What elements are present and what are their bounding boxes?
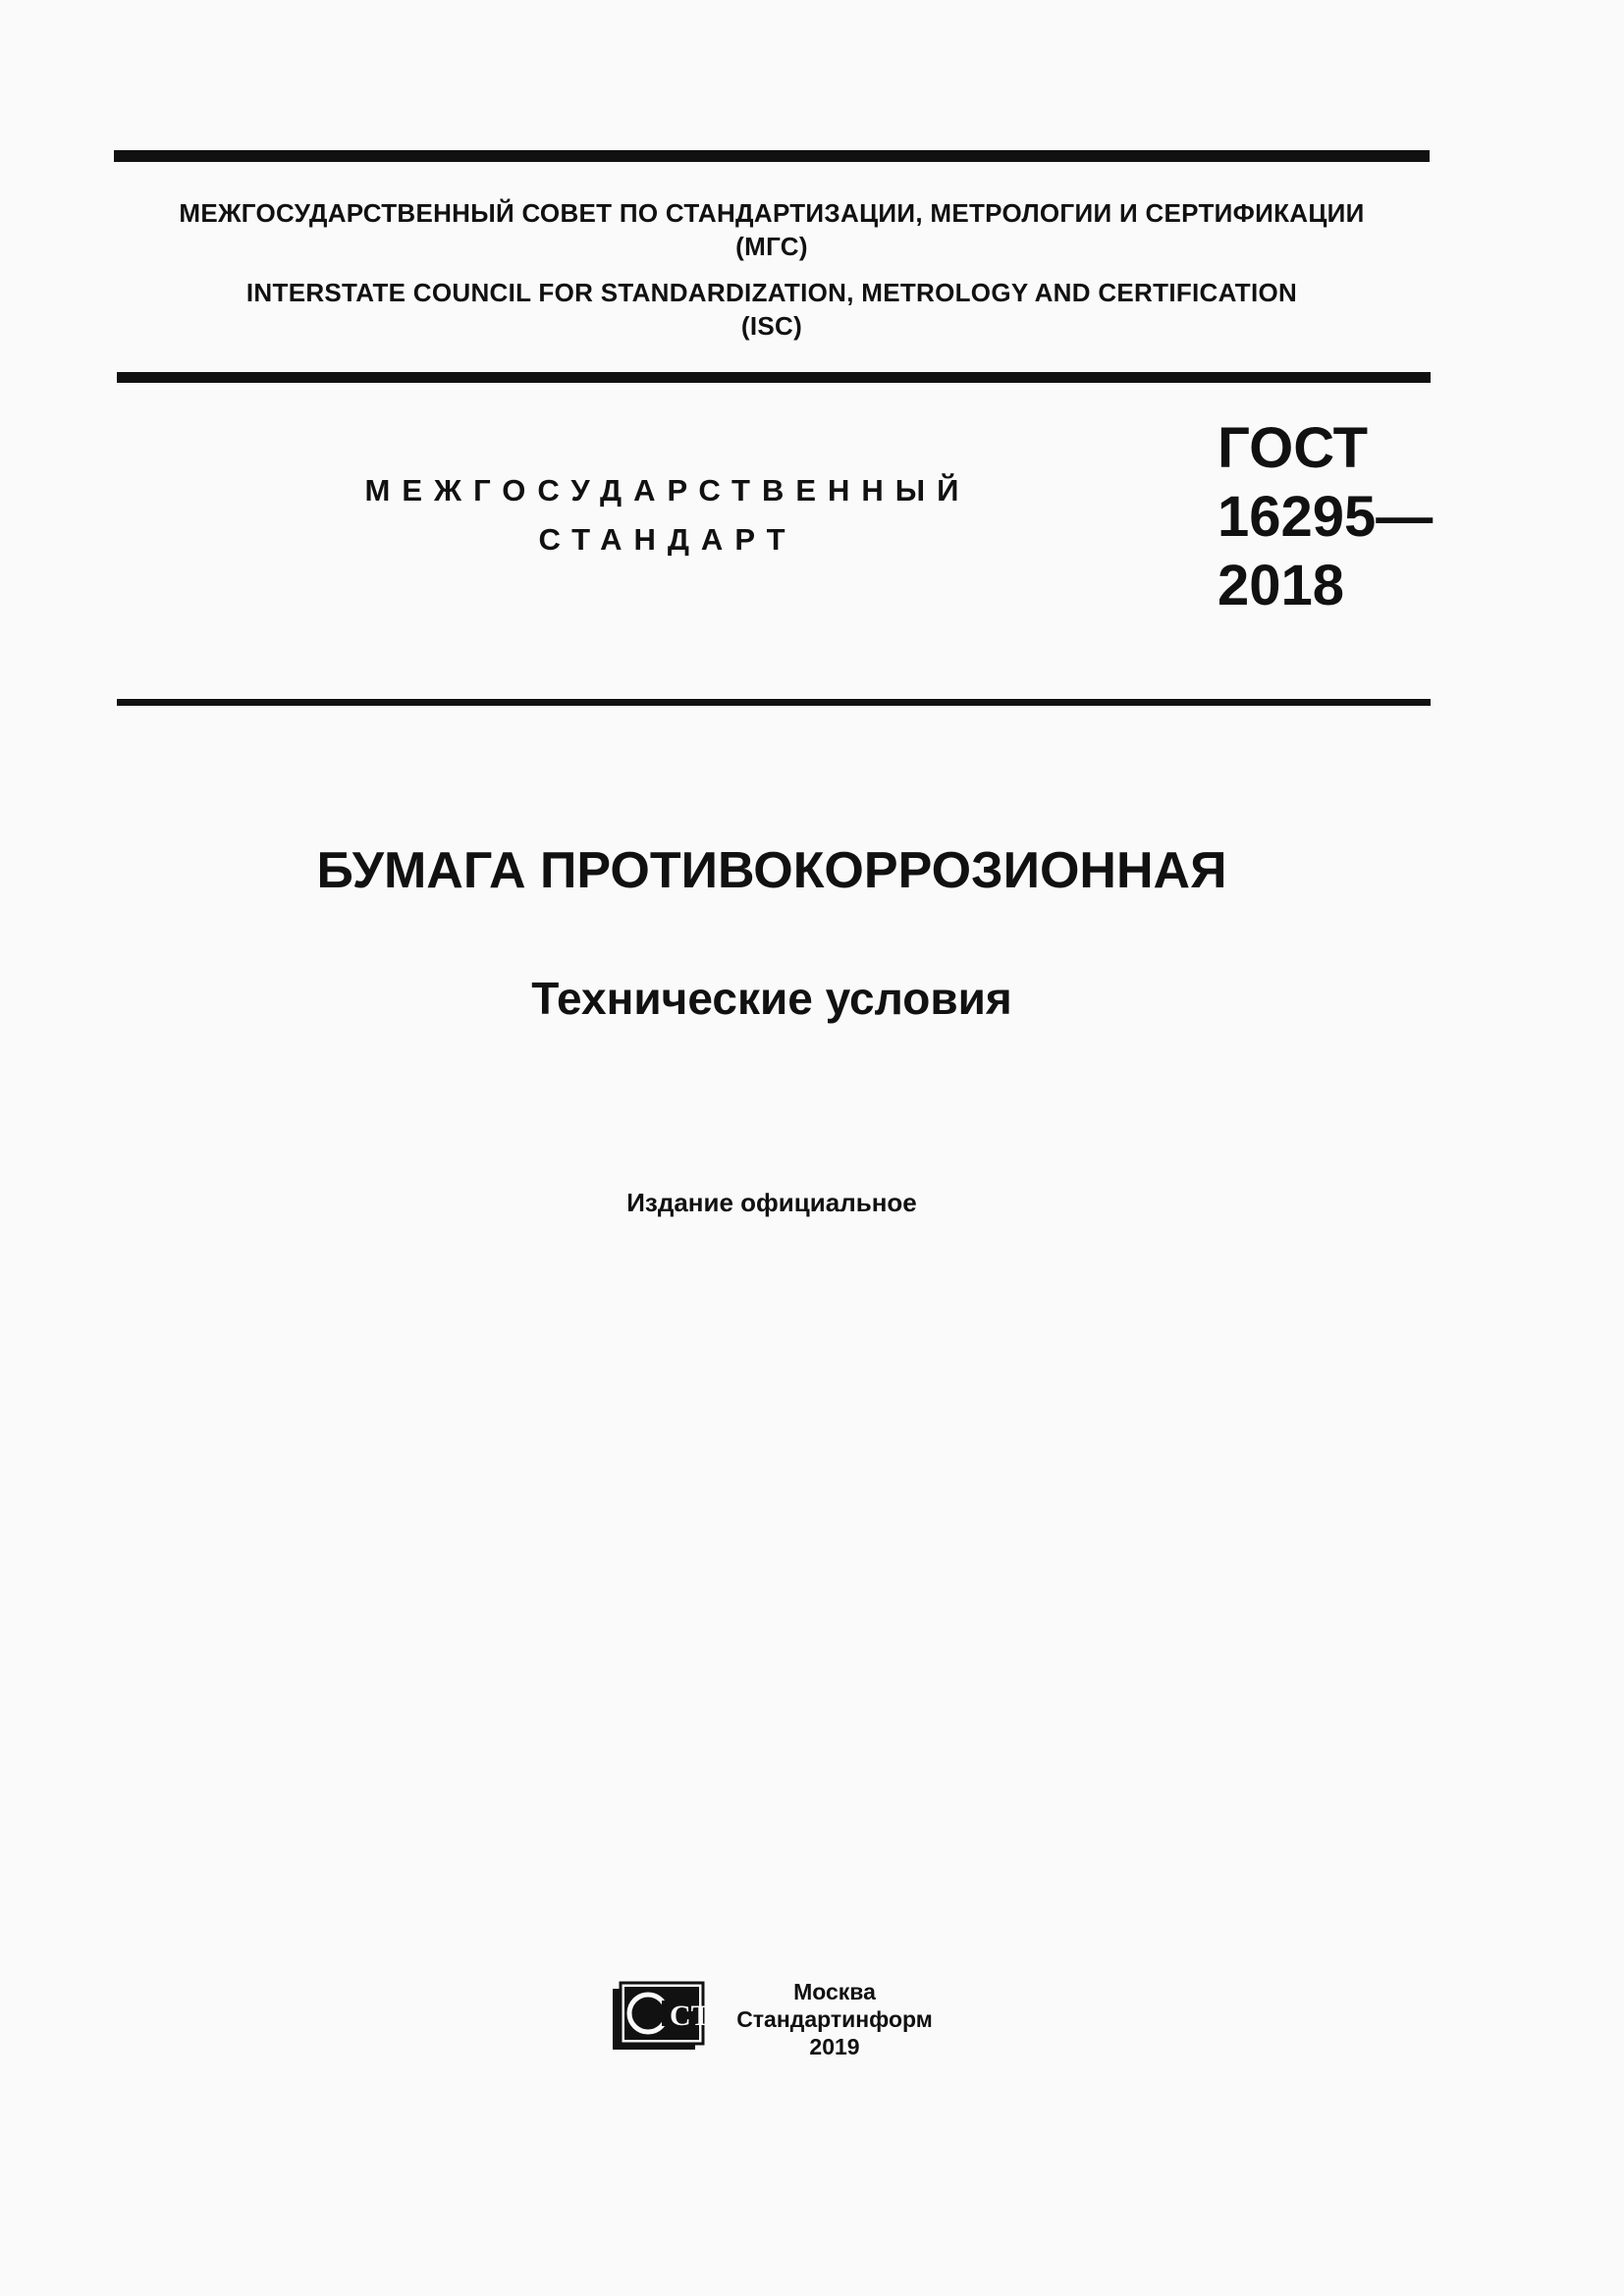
gost-label: ГОСТ	[1218, 416, 1369, 480]
document-subtitle: Технические условия	[531, 973, 1012, 1024]
top-divider	[114, 150, 1430, 162]
document-title: БУМАГА ПРОТИВОКОРРОЗИОННАЯ	[316, 842, 1227, 899]
council-abbr-en: (ISC)	[740, 311, 803, 341]
standard-type-line2: СТАНДАРТ	[538, 522, 797, 557]
standartinform-logo-icon	[611, 1981, 734, 2054]
logo-text: СТИ	[670, 2000, 734, 2032]
council-abbr-ru: (МГС)	[735, 232, 808, 261]
edition-note: Издание официальное	[626, 1188, 917, 1217]
imprint-city: Москва	[793, 1979, 876, 2004]
imprint-publisher: Стандартинформ	[736, 2006, 933, 2032]
header-divider	[117, 372, 1431, 383]
imprint-year: 2019	[809, 2034, 860, 2059]
designation-divider	[117, 699, 1431, 706]
council-name-ru: МЕЖГОСУДАРСТВЕННЫЙ СОВЕТ ПО СТАНДАРТИЗАЦИИ, МЕТРОЛОГИИ И СЕРТИФИКАЦИИ	[179, 198, 1365, 228]
gost-number: 16295—	[1218, 485, 1434, 549]
standard-type-line1: МЕЖГОСУДАРСТВЕННЫЙ	[364, 473, 971, 507]
council-name-en: INTERSTATE COUNCIL FOR STANDARDIZATION, METROLOGY AND CERTIFICATION	[245, 278, 1298, 307]
gost-year: 2018	[1218, 554, 1345, 617]
